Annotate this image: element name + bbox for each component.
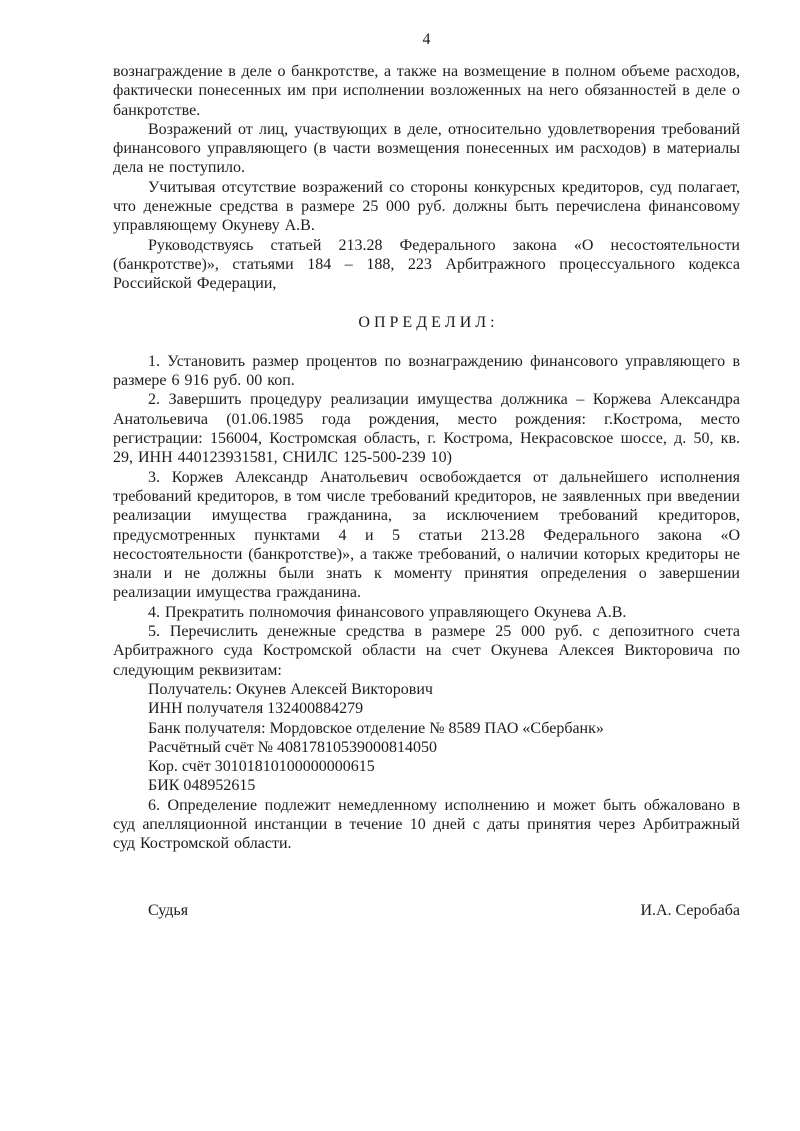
requisite-inn: ИНН получателя 132400884279 <box>148 700 364 718</box>
signature-row <box>113 901 740 920</box>
resolution-item-5: 5. Перечислить денежные средства в размере 25 000 руб. с депозитного счета Арбитражного суда Костромской области на счет Окунева Алексея Викторовича по следующим реквизитам: <box>113 623 740 679</box>
signature-role: Судья <box>148 901 189 919</box>
signature-name: И.А. Серобаба <box>640 901 740 919</box>
resolution-item-6: 6. Определение подлежит немедленному исполнению и может быть обжаловано в суд апелляционной инстанции в течение 10 дней с даты принятия через Арбитражный суд Костромской области. <box>113 796 740 853</box>
requisite-recipient: Получатель: Окунев Алексей Викторович <box>148 680 433 698</box>
resolution-item-4: 4. Прекратить полномочия финансового управляющего Окунева А.В. <box>148 603 627 621</box>
resolution-heading: О П Р Е Д Е Л И Л : <box>358 313 495 331</box>
resolution-item-3: 3. Коржев Александр Анатольевич освобождается от дальнейшего исполнения требований кредиторов, в том числе требований кредиторов, не заявленных при введении реализации имущества гражданина, за исключением требований кредиторов, предусмотренных пунктами 4 и 5 статьи 213.28 Федерального закона «О несостоятельности (банкротстве)», а также требований, о наличии которых кредиторы не знали и не должны были знать к моменту принятия определения о завершении реализации имущества гражданина. <box>113 468 740 602</box>
body-paragraph-continuation: вознаграждение в деле о банкротстве, а также на возмещение в полном объеме расходов, фактически понесенных им при исполнении возложенных на него обязанностей в деле о банкротстве. <box>113 63 740 119</box>
resolution-item-2: 2. Завершить процедуру реализации имущества должника – Коржева Александра Анатольевича (01.06.1985 года рождения, место рождения: г.Кострома, место регистрации: 156004, Костромская область, г. Кострома, Некрасовское шоссе, д. 50, кв. 29, ИНН 440123931581, СНИЛС 125-500-239 10) <box>113 391 740 467</box>
requisite-bank: Банк получателя: Мордовское отделение № 8589 ПАО «Сбербанк» <box>148 719 604 737</box>
body-paragraph: Возражений от лиц, участвующих в деле, относительно удовлетворения требований финансового управляющего (в части возмещения понесенных им расходов) в материалы дела не поступило. <box>113 120 740 177</box>
requisite-bik: БИК 048952615 <box>148 777 256 795</box>
resolution-item-1: 1. Установить размер процентов по вознаграждению финансового управляющего в размере 6 916 руб. 00 коп. <box>113 352 740 390</box>
requisite-corr-account: Кор. счёт 30101810100000000615 <box>148 758 375 776</box>
page-number: 4 <box>422 31 431 48</box>
requisite-account: Расчётный счёт № 40817810539000814050 <box>148 738 437 756</box>
body-paragraph: Учитывая отсутствие возражений со стороны конкурсных кредиторов, суд полагает, что денежные средства в размере 25 000 руб. должны быть перечислена финансовому управляющему Окуневу А.В. <box>113 178 740 235</box>
body-paragraph: Руководствуясь статьей 213.28 Федерального закона «О несостоятельности (банкротстве)», статьями 184 – 188, 223 Арбитражного процессуального кодекса Российской Федерации, <box>113 236 740 293</box>
